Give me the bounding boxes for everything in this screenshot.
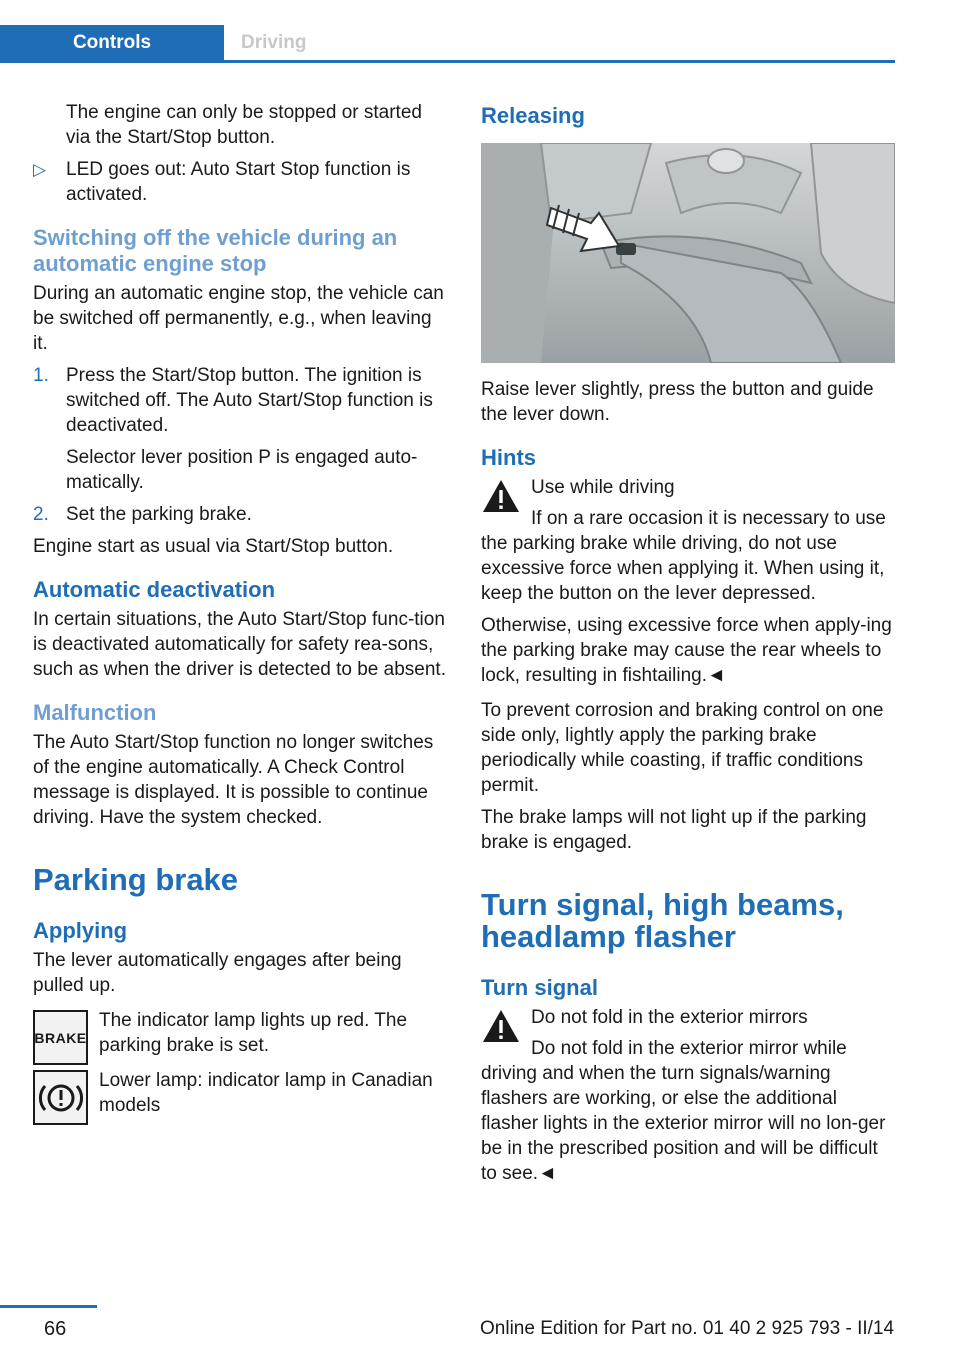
header-rule bbox=[0, 60, 895, 63]
bullet-led bbox=[33, 157, 448, 207]
para-releasing: Raise lever slightly, press the button and guide the lever down. bbox=[481, 379, 874, 425]
para-switching-off: During an automatic engine stop, the vehicle can be switched off permanently, e.g., when leaving it. bbox=[33, 283, 444, 354]
para-corrosion: To prevent corrosion and braking control on one side only, lightly apply the parking brake periodically while coasting, if traffic conditions permit. bbox=[481, 700, 884, 796]
brake-lamp-icon bbox=[33, 1010, 88, 1065]
heading-switching-off: Switching off the vehicle during an automatic engine stop bbox=[33, 225, 398, 276]
warning-1-text: If on a rare occasion it is necessary to use the parking brake while driving, do not use excessive force when applying it. When using it, keep the button on the lever depressed. bbox=[481, 508, 886, 604]
footer-rule bbox=[0, 1305, 97, 1308]
right-column bbox=[481, 100, 895, 1193]
tab-controls: Controls bbox=[0, 25, 224, 61]
step-1-number: 1. bbox=[33, 365, 49, 386]
warning-1-title: Use while driving bbox=[531, 477, 675, 498]
step-2 bbox=[33, 502, 448, 527]
heading-parking-brake: Parking brake bbox=[33, 862, 239, 897]
left-column bbox=[33, 100, 448, 1128]
warning-1-text-2: Otherwise, using excessive force when apply‐ing the parking brake may cause the rear wheels to lock, resulting in fishtailing.◄ bbox=[481, 615, 892, 686]
heading-hints: Hints bbox=[481, 445, 536, 470]
heading-turn-signal: Turn signal bbox=[481, 975, 598, 1000]
lamp-canadian-text: Lower lamp: indicator lamp in Canadian models bbox=[99, 1070, 433, 1116]
para-brake-lamps: The brake lamps will not light up if the parking brake is engaged. bbox=[481, 807, 867, 853]
heading-releasing: Releasing bbox=[481, 103, 585, 128]
para-applying: The lever automatically engages after being pulled up. bbox=[33, 950, 402, 996]
lamp-row-brake bbox=[33, 1008, 448, 1068]
lever-illustration-icon bbox=[481, 143, 895, 363]
warning-use-while-driving bbox=[481, 475, 895, 688]
warning-2-text: Do not fold in the exterior mirror while driving and when the turn signals/warning flashers are working, or else the additional flasher lights in the exterior mirror will no lon‐ger be in the prescribed position and will be difficult to see.◄ bbox=[481, 1038, 886, 1184]
parking-brake-lever-illustration bbox=[481, 143, 895, 363]
step-1 bbox=[33, 363, 448, 438]
intro-line: The engine can only be stopped or started via the Start/Stop button. bbox=[66, 102, 422, 148]
heading-turn-signal-section: Turn signal, high beams, headlamp flasher bbox=[481, 887, 844, 954]
step-2-number: 2. bbox=[33, 504, 49, 525]
footer-edition: Online Edition for Part no. 01 40 2 925 793 - II/14 bbox=[480, 1318, 895, 1339]
heading-automatic-deactivation: Automatic deactivation bbox=[33, 577, 276, 602]
para-automatic-deactivation: In certain situations, the Auto Start/Stop func‐tion is deactivated automatically for safety rea‐sons, such as when the driver is detected to be absent. bbox=[33, 609, 446, 680]
lamp-brake-text: The indicator lamp lights up red. The parking brake is set. bbox=[99, 1010, 408, 1056]
page-number: 66 bbox=[44, 1318, 67, 1340]
heading-applying: Applying bbox=[33, 918, 128, 943]
brake-lamp-label: BRAKE bbox=[34, 1029, 87, 1046]
para-malfunction: The Auto Start/Stop function no longer switches of the engine automatically. A Check Control message is displayed. It is possible to continue driving. Have the system checked. bbox=[33, 732, 434, 828]
canadian-brake-lamp-icon bbox=[33, 1070, 88, 1125]
para-engine-start: Engine start as usual via Start/Stop button. bbox=[33, 536, 394, 557]
warning-triangle-icon bbox=[481, 478, 521, 514]
heading-malfunction: Malfunction bbox=[33, 700, 157, 725]
warning-2-title: Do not fold in the exterior mirrors bbox=[531, 1007, 808, 1028]
step-1-subtext: Selector lever position P is engaged auto‐matically. bbox=[66, 447, 418, 493]
chapter-tab-bar bbox=[0, 25, 895, 63]
triangle-bullet-icon: ▷ bbox=[33, 160, 47, 179]
step-2-text: Set the parking brake. bbox=[66, 504, 252, 525]
lamp-row-canadian bbox=[33, 1068, 448, 1128]
circle-exclamation-icon bbox=[38, 1078, 84, 1118]
warning-triangle-icon bbox=[481, 1008, 521, 1044]
bullet-led-text: LED goes out: Auto Start Stop function is activated. bbox=[66, 159, 411, 205]
step-1-text: Press the Start/Stop button. The ignition is switched off. The Auto Start/Stop function is deactivated. bbox=[66, 365, 433, 436]
tab-driving: Driving bbox=[241, 32, 307, 53]
warning-exterior-mirrors bbox=[481, 1005, 895, 1186]
